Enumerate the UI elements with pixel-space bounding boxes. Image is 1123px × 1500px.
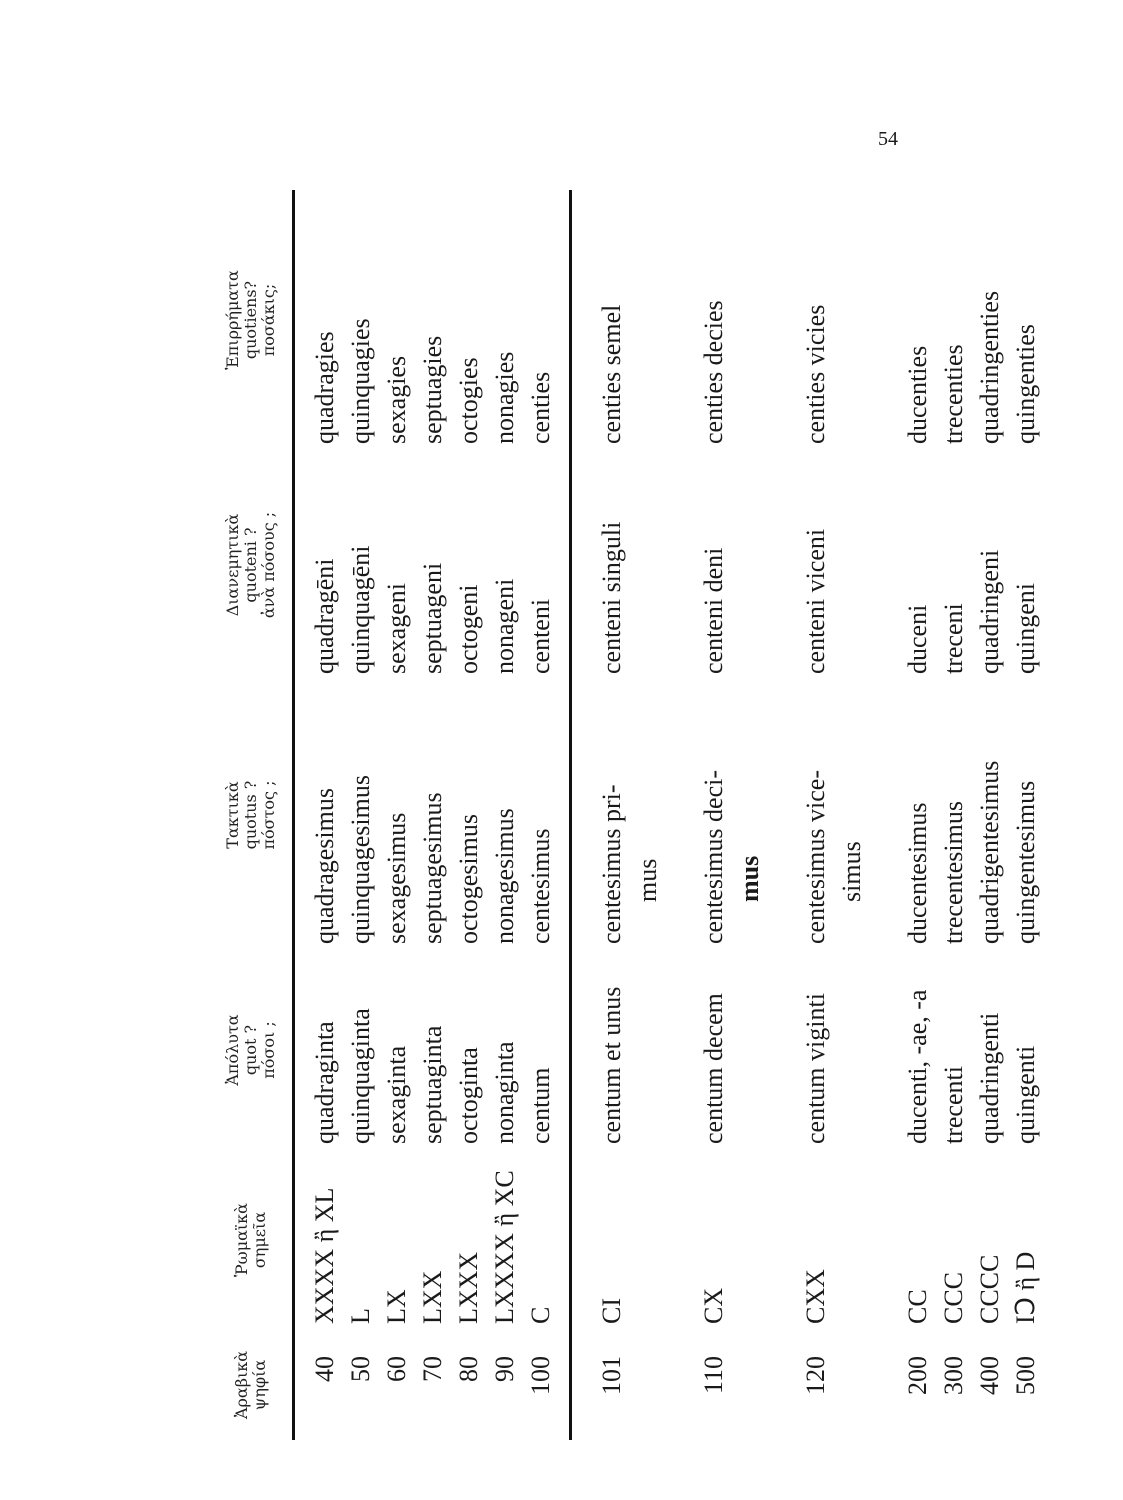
header-line: ψηφία [250, 1359, 269, 1411]
cell-arabic: 101 [571, 1330, 697, 1440]
cell-distributive: centeni viceni [801, 528, 830, 674]
cell-distributive: treceni [939, 603, 968, 674]
cell-roman: L [346, 1308, 375, 1324]
cell-arabic: 110 [699, 1356, 728, 1395]
header-line: πόστος ; [259, 780, 278, 850]
header-line: πόσοι ; [259, 1021, 278, 1079]
cell-cardinal: centum et unus [571, 950, 697, 1150]
table-row [451, 190, 487, 1440]
cell-distributive: centeni deni [699, 547, 728, 674]
cell-roman: CXX [801, 1269, 830, 1324]
ordinal-text: centesimus deci- [699, 770, 728, 944]
table-row [972, 190, 1008, 1440]
cell-ordinal: quinquagesimus [346, 775, 375, 944]
ordinal-continuation: simus [837, 841, 866, 902]
cell-cardinal: quinquaginta [346, 1008, 375, 1144]
header-line: quotiens? [241, 280, 260, 360]
ordinal-continuation: mus [735, 855, 764, 902]
cell-arabic: 60 [382, 1356, 411, 1382]
cell-distributive: quinquagēni [346, 545, 375, 674]
cell-ordinal: quadrigentesimus [975, 760, 1004, 944]
cell-adverb: centies decies [699, 300, 728, 444]
cell-ordinal [571, 680, 697, 950]
table-row [487, 190, 523, 1440]
cell-roman: XXXX ἢ XL [294, 1150, 344, 1330]
cell-roman: LXXX [454, 1251, 483, 1324]
cell-distributive: centeni singuli [571, 450, 697, 680]
table-row [379, 190, 415, 1440]
cell-adverb: quinquagies [346, 318, 375, 444]
cell-arabic: 90 [490, 1356, 519, 1382]
cell-distributive: quadragēni [294, 450, 344, 680]
cell-adverb: centies vicies [801, 304, 830, 444]
cell-adverb: nonagies [490, 351, 519, 444]
header-line: quoteni ? [241, 527, 260, 603]
cell-distributive: quadringeni [975, 549, 1004, 674]
cell-cardinal: octoginta [454, 1047, 483, 1144]
cell-cardinal: centum decem [699, 993, 728, 1144]
cell-arabic: 100 [526, 1356, 555, 1395]
table-row [900, 190, 936, 1440]
cell-ordinal: centesimus [526, 828, 555, 944]
header-line: σημεῖα [250, 1211, 269, 1269]
cell-ordinal: octogesimus [454, 814, 483, 944]
ordinal-text: centesimus vice- [801, 770, 830, 944]
cell-ordinal: sexagesimus [382, 812, 411, 944]
cell-arabic: 50 [346, 1356, 375, 1382]
cell-roman: LXXXX ἢ XC [490, 1170, 519, 1324]
cell-cardinal: quingenti [1011, 1045, 1040, 1144]
numerals-table-rotated [220, 190, 1060, 1440]
cell-distributive: octogeni [454, 584, 483, 674]
cell-arabic: 500 [1011, 1356, 1040, 1395]
cell-ordinal [696, 680, 798, 950]
cell-roman: CCC [939, 1271, 968, 1324]
cell-distributive: centeni [526, 598, 555, 674]
table-row [798, 190, 900, 1440]
cell-roman: CCCC [975, 1254, 1004, 1324]
header-distributive [220, 450, 294, 680]
cell-adverb: centies semel [571, 190, 697, 450]
header-line: ποσάκις; [259, 283, 278, 357]
cell-arabic: 120 [801, 1356, 830, 1395]
cell-ordinal: septuagesimus [418, 792, 447, 944]
cell-cardinal: centum [526, 1067, 555, 1144]
header-line: Τακτικὰ [223, 781, 242, 849]
cell-cardinal: ducenti, -ae, -a [903, 989, 932, 1144]
cell-cardinal: quadringenti [975, 1012, 1004, 1144]
cell-adverb: quadringenties [975, 290, 1004, 444]
header-adverb [220, 190, 294, 450]
cell-adverb: quadragies [294, 190, 344, 450]
header-line: Ῥωμαϊκὰ [232, 1203, 251, 1277]
cell-distributive: duceni [903, 604, 932, 674]
cell-roman: LX [382, 1289, 411, 1324]
cell-adverb: centies [526, 371, 555, 444]
table-header-row [220, 190, 294, 1440]
cell-roman: CI [571, 1150, 697, 1330]
cell-arabic: 80 [454, 1356, 483, 1382]
cell-cardinal: nonaginta [490, 1041, 519, 1144]
cell-ordinal [798, 680, 900, 950]
table-row [294, 190, 344, 1440]
page-number: 54 [878, 128, 898, 150]
header-arabic [220, 1330, 294, 1440]
cell-arabic: 300 [939, 1356, 968, 1395]
table-row [523, 190, 571, 1440]
table-row [1008, 190, 1044, 1440]
cell-adverb: sexagies [382, 355, 411, 444]
header-line: Ἀραβικὰ [232, 1350, 251, 1420]
table-row [343, 190, 379, 1440]
table-row [571, 190, 697, 1440]
cell-arabic: 70 [418, 1356, 447, 1382]
cell-cardinal: quadraginta [294, 950, 344, 1150]
cell-ordinal: quingentesimus [1011, 780, 1040, 944]
cell-ordinal: ducentesimus [903, 802, 932, 944]
cell-adverb: trecenties [939, 344, 968, 444]
header-line: ἀνὰ πόσους ; [259, 511, 278, 619]
latin-numerals-table [220, 190, 1044, 1440]
cell-cardinal: septuaginta [418, 1025, 447, 1144]
cell-roman: CC [903, 1289, 932, 1324]
header-line: Ἀπόλυτα [223, 1014, 242, 1086]
table-row [936, 190, 972, 1440]
table-row [696, 190, 798, 1440]
cell-adverb: septuagies [418, 335, 447, 444]
cell-arabic: 200 [903, 1356, 932, 1395]
header-line: Ἐπιρρήματα [223, 270, 242, 370]
header-line: quotus ? [241, 780, 260, 850]
cell-distributive: nonageni [490, 578, 519, 674]
header-ordinal [220, 680, 294, 950]
cell-arabic: 400 [975, 1356, 1004, 1395]
header-roman [220, 1150, 294, 1330]
cell-arabic: 40 [294, 1330, 344, 1440]
cell-cardinal: sexaginta [382, 1045, 411, 1144]
header-cardinal [220, 950, 294, 1150]
cell-adverb: octogies [454, 357, 483, 444]
cell-cardinal: centum viginti [801, 993, 830, 1144]
header-line: Διανεμητικὰ [223, 513, 242, 617]
cell-ordinal: nonagesimus [490, 808, 519, 944]
cell-distributive: sexageni [382, 583, 411, 674]
header-line: quot ? [241, 1024, 260, 1076]
cell-roman: CX [699, 1287, 728, 1324]
cell-distributive: septuageni [418, 562, 447, 674]
ordinal-continuation: mus [633, 858, 662, 902]
cell-roman: C [526, 1306, 555, 1324]
cell-roman: LXX [418, 1270, 447, 1324]
table-row [415, 190, 451, 1440]
cell-roman: IↃ ἢ D [1011, 1251, 1040, 1324]
cell-adverb: quingenties [1011, 324, 1040, 444]
cell-distributive: quingeni [1011, 583, 1040, 674]
ordinal-text: centesimus pri- [597, 784, 626, 944]
cell-adverb: ducenties [903, 345, 932, 444]
cell-ordinal: trecentesimus [939, 801, 968, 944]
cell-ordinal: quadragesimus [294, 680, 344, 950]
cell-cardinal: trecenti [939, 1066, 968, 1144]
